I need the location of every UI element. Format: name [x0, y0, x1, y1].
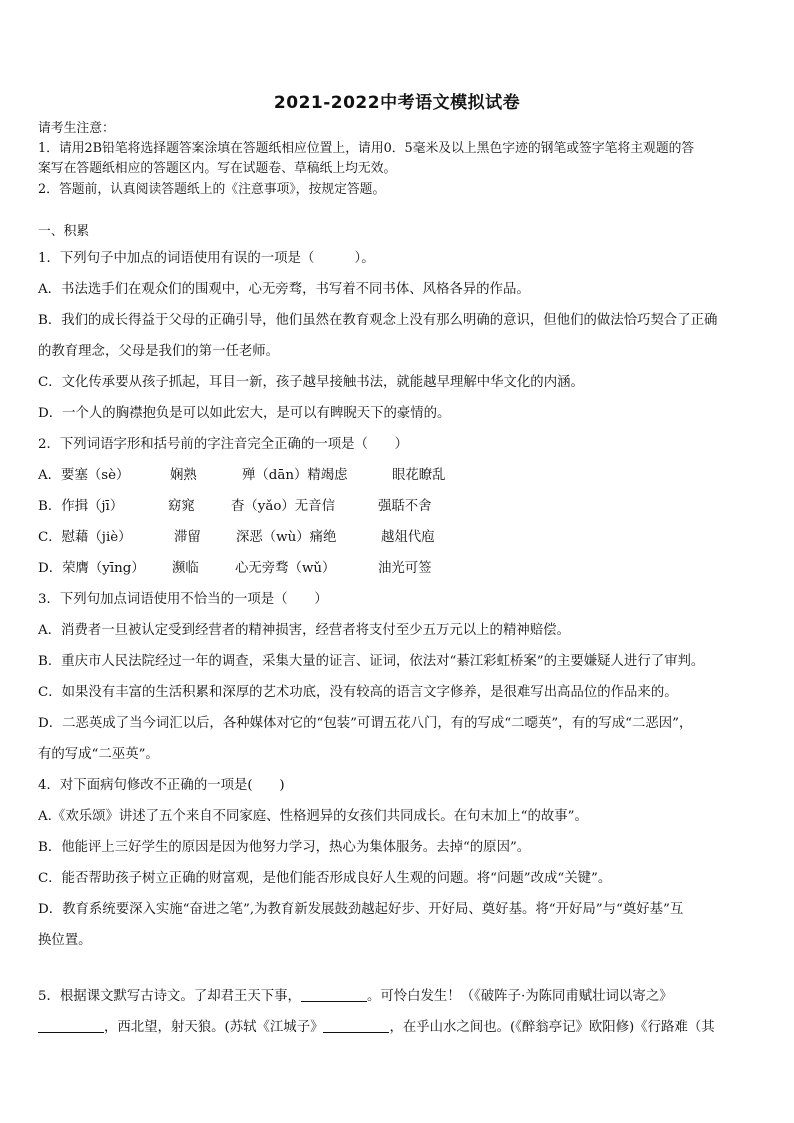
- notice-heading: 请考生注意：: [38, 121, 115, 136]
- q1-stem: 1．下列句子中加点的词语使用有误的一项是（ ）。: [38, 251, 375, 266]
- notice-item-2: 2．答题前，认真阅读答题纸上的《注意事项》，按规定答题。: [38, 182, 386, 197]
- q5-text-2: 。可怜白发生！（《破阵子·为陈同甫赋壮词以寄之》: [366, 989, 673, 1004]
- q2-c-word-3: 深恶（wù）痛绝: [236, 530, 337, 545]
- q3-option-a: A．消费者一旦被认定受到经营者的精神损害，经营者将支付至少五万元以上的精神赔偿。: [38, 623, 570, 638]
- q4-option-b: B．他能评上三好学生的原因是因为他努力学习，热心为集体服务。去掉“的原因”。: [38, 840, 531, 855]
- q3-stem: 3．下列句加点词语使用不恰当的一项是（ ）: [38, 592, 328, 607]
- q2-d-word-1: D．荣膺（yīng）: [38, 561, 145, 576]
- q5-text-1: 5．根据课文默写古诗文。了却君王天下事，: [38, 989, 301, 1004]
- q2-b-word-1: B．作揖（jī）: [38, 499, 124, 514]
- q2-a-word-1: A．要塞（sè）: [38, 468, 130, 483]
- answer-blank-1[interactable]: [301, 987, 367, 1002]
- q1-option-b-cont: 的教育理念，父母是我们的第一任老师。: [38, 344, 280, 359]
- q4-option-d: D．教育系统要深入实施“奋进之笔”,为教育新发展鼓劲越起好步、开好局、奠好基。将“开好局”与“奠好基”互: [38, 902, 684, 917]
- q5-line-2: [38, 1018, 760, 1037]
- q2-c-word-1: C．慰藉（jiè）: [38, 530, 132, 545]
- answer-blank-3[interactable]: [323, 1018, 389, 1033]
- notice-item-1: 1．请用2B铅笔将选择题答案涂填在答题纸相应位置上，请用0．5毫米及以上黑色字迹的钢笔或签字笔将主观题的答: [38, 141, 695, 156]
- answer-blank-2[interactable]: [38, 1018, 104, 1033]
- q3-option-d-cont: 有的写成“二巫英”。: [38, 747, 159, 762]
- q4-option-c: C．能否帮助孩子树立正确的财富观，是他们能否形成良好人生观的问题。将“问题”改成“关键”。: [38, 871, 612, 886]
- q2-a-word-2: 娴熟: [170, 468, 197, 483]
- page-title: 2021-2022中考语文模拟试卷: [273, 93, 521, 113]
- q5-text-4: ，在乎山水之间也。(《醉翁亭记》欧阳修)《行路难（其: [389, 1020, 715, 1035]
- q2-b-word-4: 强聒不舍: [378, 499, 432, 514]
- q3-option-b: B．重庆市人民法院经过一年的调查，采集大量的证言、证词，依法对“綦江彩虹桥案”的主要嫌疑人进行了审判。: [38, 654, 705, 669]
- q1-option-d: D．一个人的胸襟抱负是可以如此宏大，是可以有睥睨天下的豪情的。: [38, 406, 451, 421]
- q2-a-word-4: 眼花瞭乱: [392, 468, 446, 483]
- q2-d-word-2: 濒临: [172, 561, 199, 576]
- q2-stem: 2．下列词语字形和括号前的字注音完全正确的一项是（ ）: [38, 437, 409, 452]
- q5-text-3: ，西北望，射天狼。(苏轼《江城子》: [104, 1020, 324, 1035]
- q2-c-word-2: 滞留: [174, 530, 201, 545]
- q3-option-c: C．如果没有丰富的生活积累和深厚的艺术功底，没有较高的语言文字修养，是很难写出高品位的作品来的。: [38, 685, 678, 700]
- q5-line-1: [38, 987, 760, 1006]
- q3-option-d: D．二恶英成了当今词汇以后，各种媒体对它的“包装”可谓五花八门，有的写成“二噁英”，有的写成“二恶因”，: [38, 716, 693, 731]
- q2-b-word-3: 杳（yǎo）无音信: [231, 499, 335, 514]
- q1-option-b: B．我们的成长得益于父母的正确引导，他们虽然在教育观念上没有那么明确的意识，但他们的做法恰巧契合了正确: [38, 313, 718, 328]
- q2-a-word-3: 殚（dān）精竭虑: [242, 468, 348, 483]
- q1-option-c: C．文化传承要从孩子抓起，耳目一新，孩子越早接触书法，就能越早理解中华文化的内涵。: [38, 375, 584, 390]
- q4-option-d-cont: 换位置。: [38, 933, 92, 948]
- q2-d-word-4: 油光可签: [378, 561, 432, 576]
- q2-d-word-3: 心无旁骛（wǔ）: [235, 561, 336, 576]
- section-heading: 一、积累: [38, 224, 90, 239]
- q4-stem: 4．对下面病句修改不正确的一项是( ): [38, 778, 285, 793]
- q2-c-word-4: 越俎代庖: [381, 530, 435, 545]
- q2-b-word-2: 窈窕: [168, 499, 195, 514]
- q1-option-a: A．书法选手们在观众们的围观中，心无旁骛，书写着不同书体、风格各异的作品。: [38, 282, 530, 297]
- q4-option-a: A.《欢乐颂》讲述了五个来自不同家庭、性格迥异的女孩们共同成长。在句末加上“的故事”。: [38, 809, 588, 824]
- notice-item-1-cont: 案写在答题纸相应的答题区内。写在试题卷、草稿纸上均无效。: [38, 161, 397, 176]
